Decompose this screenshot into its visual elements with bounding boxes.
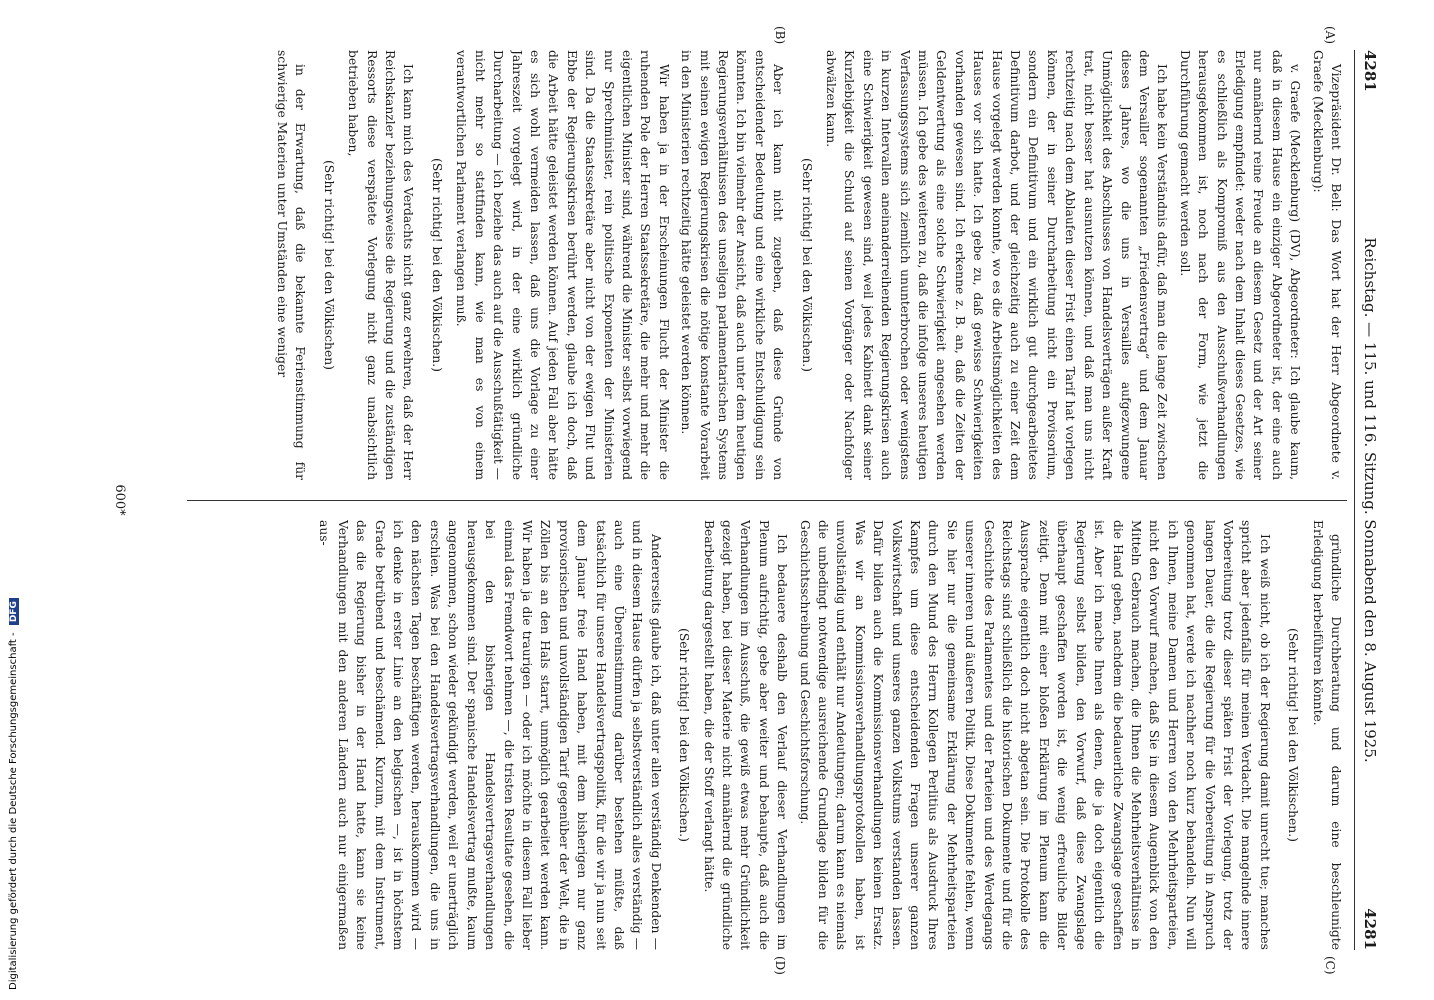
credit-text: Digitalisierung gefördert durch die Deutsche Forschungsgemeinschaft -	[8, 632, 19, 990]
margin-marker-a: (A)	[1323, 26, 1337, 45]
paragraph: in der Erwartung, daß die bekannte Ferienstimmung für schwierige Materien unter Umständen eine weniger	[275, 50, 308, 480]
paragraph: gründliche Durchberatung und darum eine beschleunigte Erledigung herbeiführen könnte.	[1310, 520, 1343, 950]
paragraph: Aber ich kann nicht zugeben, daß diese Gründe von entscheidender Bedeutung und eine wirkliche Entschuldigung sein könnten. Ich bin vielmehr der Ansicht, daß auch unter dem heutigen Regierungsverhältnissen des unseligen parlamentarischen Systems mit seinen ewigen Regierungskrisen die nötige konstante Vorarbeit in den Ministerien rechtzeitig hätte geleistet werden können.	[679, 50, 786, 480]
margin-marker-d: (D)	[773, 956, 787, 975]
interjection: (Sehr richtig! bei den Völkischen.)	[1286, 628, 1301, 842]
column-divider	[187, 500, 1347, 501]
interjection: (Sehr richtig! bei den Völkischen.)	[677, 628, 692, 842]
left-column	[195, 50, 1345, 480]
interjection: (Sehr richtig! bei den Völkischen)	[321, 160, 336, 370]
paragraph: Vizepräsident Dr. Bell: Das Wort hat der Herr Abgeordnete v. Graefe (Mecklenburg):	[1310, 50, 1343, 480]
header-title: Reichstag. — 115. und 116. Sitzung. Sonnabend den 8. August 1925.	[1361, 237, 1379, 763]
paragraph: Andererseits glaube ich, daß unter allen verständig Denkenden — und in diesem Hause dürfen ja selbstverständlich alles verständig — auch eine Übereinstimmung darüber bestehen müßte, daß tatsächlich für unsere Handelsvertragspolitik, für die wir ja nun seit dem Januar freie Hand haben, mit dem bisherigen nur ganz provisorischen und unvollständigen Tarif gegenüber der Welt, die in Zöllen bis an den Hals starrt, unmöglich gearbeitet werden kann. Wir haben ja die traurigen — oder ich möchte in diesem Fall lieber einmal das Fremdwort nehmen —, die tristen Resultate gesehen, die bei den bisherigen Handelsvertragsverhandlungen herausgekommen sind. Der spanische Handelsvertrag mußte, kaum angenommen, schon wieder gekündigt werden, weil er unerträglich erschien. Was bei den Handelsvertragsverhandlungen, die uns in den nächsten Tagen beschäftigen werden, herauskommen wird — ich denke in erster Linie an den belgischen —, ist in höchstem Grade betrübend und beschämend. Kurzum, mit dem Instrument, das die Regierung bisher in der Hand hatte, kann sie keine Verhandlungen mit den anderen Ländern auch nur einigermaßen aus-	[317, 520, 663, 950]
paragraph: Ich habe kein Verständnis dafür, daß man die lange Zeit zwischen dem Versailler sogenannten „Friedensvertrag“ und dem Januar dieses Jahres, wo die uns in Versailles aufgezwungene Unmöglichkeit des Abschlusses von Handelsverträgen außer Kraft trat, nicht besser hat ausnutzen können, und daß man uns nicht rechtzeitig nach dem Ablaufen dieser Frist einen Tarif hat vorlegen können, der in seiner Durcharbeitung nicht ein Provisorium, sondern ein Definitivum und ein wirklich gut durchgearbeitetes Definitivum darbot, und der gleichzeitig auch zu einer Zeit dem Hause vorgelegt werden konnte, wo es die Arbeitsmöglichkeiten des Hauses vor sich hatte. Ich gebe zu, daß gewisse Schwierigkeiten vorhanden gewesen sind. Ich erkenne z. B. an, daß die Zeiten der Geldentwertung als eine solche Schwierigkeit angesehen werden müssen. Ich gebe des weiteren zu, daß die infolge unseres heutigen Verfassungssystems sich ziemlich ununterbrochen oder wenigstens in kurzen Intervallen aneinanderreihenden Regierungskrisen auch eine Schwierigkeit gewesen sind, weil jedes Kabinett dank seiner Kurzlebigkeit die Schuld auf seinen Vorgänger oder Nachfolger abwälzen kann.	[824, 50, 1170, 480]
page-number-right: 4281	[1361, 908, 1379, 950]
digitization-credit	[8, 290, 19, 990]
dfg-logo: DFG	[9, 598, 19, 625]
document-page	[37, 20, 1397, 980]
page-header	[1357, 50, 1379, 950]
margin-marker-c: (C)	[1323, 956, 1337, 975]
paragraph: Wir haben ja in der Erscheinungen Flucht der Minister die ruhenden Pole der Herren Staatssekretäre, die mehr und mehr die eigentlichen Minister sind, während die Minister selbst vorwiegend nur Sprechminister, rein politische Exponenten der Ministerien sind. Da die Staatssekretäre aber nicht von der ewigen Flut und Ebbe der Regierungskrisen berührt werden, glaube ich doch, daß die Arbeit hätte geleistet werden können. Auf jeden Fall aber hätte es sich wohl vermeiden lassen, daß uns die Vorlage zu einer Jahreszeit vorgelegt wird, in der eine wirklich gründliche Durcharbeitung — ich beziehe das auch auf die Ausschußtätigkeit — nicht mehr so stattfinden kann, wie man es von einem verantwortlichen Parlament verlangen muß.	[454, 50, 671, 480]
interjection: (Sehr richtig! bei den Völkischen.)	[429, 158, 444, 372]
page-number-left: 4281	[1361, 50, 1379, 92]
interjection: (Sehr richtig! bei den Völkischen.)	[799, 158, 814, 372]
paragraph: Ich kann mich des Verdachts nicht ganz erwehren, daß der Herr Reichskanzler beziehungsweise die Regierung und die zuständigen Ressorts diese verspätete Vorlegung nicht ganz unabsichtlich betrieben haben,	[346, 50, 416, 480]
margin-marker-b: (B)	[773, 26, 787, 45]
footer-page-number: 600*	[112, 484, 127, 516]
paragraph: Ich bedauere deshalb den Verlauf dieser Verhandlungen im Plenum aufrichtig, gebe aber weiter und behaupte, daß auch die Verhandlungen im Ausschuß, die gewiß etwas mehr Gründlichkeit gezeigt haben, bei dieser Materie nicht annähernd die gründliche Bearbeitung dargestellt haben, die der Stoff verlangt hätte.	[701, 520, 790, 950]
header-rule	[1354, 50, 1355, 950]
paragraph: Ich weiß nicht, ob ich der Regierung damit unrecht tue; manches spricht aber jedenfalls für meinen Verdacht. Die mangelnde innere Vorbereitung trotz dieser späten Frist der Vorlegung, trotz der langen Dauer, die die Regierung für die Vorbereitung in Anspruch genommen hat, werde ich nachher noch kurz behandeln. Nun will ich Ihnen, meine Damen und Herren von den Mehrheitsparteien, nicht den Vorwurf machen, daß Sie in diesem Augenblick von den Mitteln Gebrauch machen, die Ihnen die Mehrheitsverhältnisse in die Hand geben, nachdem die bedauerliche Zwangslage geschaffen ist. Aber ich mache Ihnen als denen, die ja doch eigentlich die Regierung selbst bilden, den Vorwurf, daß diese Zwangslage überhaupt geschaffen worden ist, die wenig erfreuliche Bilder zeitigt. Denn mit einer bloßen Erklärung im Plenum kann die Aussprache eigentlich doch nicht abgetan sein. Die Protokolle des Reichstags sind schließlich die historischen Dokumente und für die Geschichte des Parlamentes und der Parteien und des Werdegangs unserer inneren und äußeren Politik. Diese Dokumente fehlen, wenn Sie hier nur die gemeinsame Erklärung der Mehrheitsparteien durch den Mund des Herrn Kollegen Perlitius als Ausdruck Ihres Kampfes um diese entscheidenden Fragen unserer ganzen Volkswirtschaft und unseres ganzen Volkstums verstanden lassen. Dafür bilden auch die Kommissionsverhandlungen keinen Ersatz. Was wir an Kommissionsverhandlungsprotokollen haben, ist unvollständig und enthält nur Andeutungen; darum kann es niemals die unbedingt notwendige ausreichende Grundlage bilden für die Geschichtsschreibung und Geschichtsforschung.	[797, 520, 1272, 950]
paragraph: v. Graefe (Mecklenburg) (DV), Abgeordneter: Ich glaube kaum, daß in diesem Hause ein einziger Abgeordneter ist, der eine auch nur annähernd reine Freude an diesem Gesetz und der Art seiner Erledigung empfindet: weder nach dem Inhalt dieses Gesetzes, wie es schließlich als Kompromiß aus den Ausschußverhandlungen herausgekommen ist, noch nach der Form, wie jetzt die Durchführung gemacht werden soll.	[1177, 50, 1303, 480]
right-column	[195, 520, 1345, 950]
